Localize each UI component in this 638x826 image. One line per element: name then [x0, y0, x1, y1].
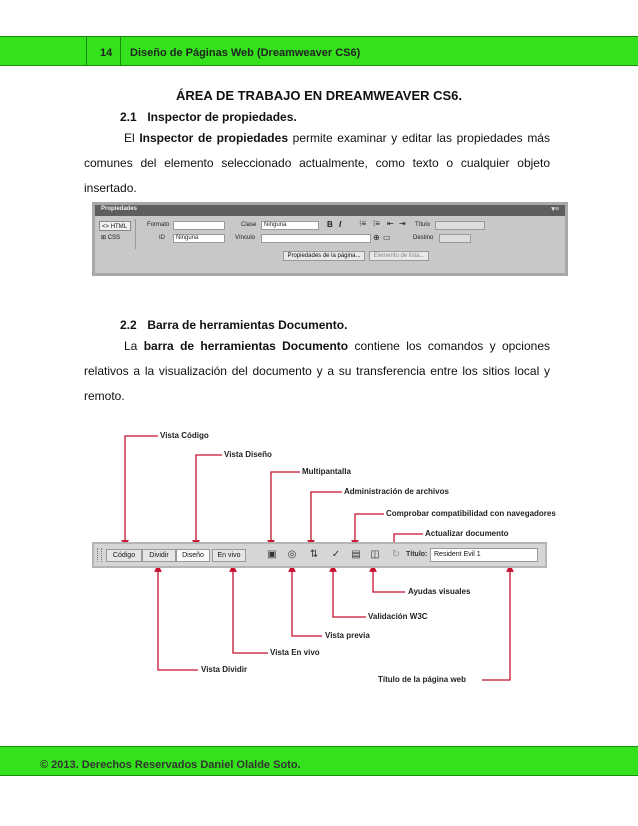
ordered-list-icon[interactable]: ⁞≡	[373, 219, 380, 228]
refresh-icon[interactable]: ↻	[391, 549, 401, 560]
italic-button[interactable]: I	[339, 220, 342, 229]
browser-compat-icon[interactable]: ▤	[351, 549, 361, 560]
formato-label: Formato	[147, 222, 170, 228]
section-paragraph-2-2: La barra de herramientas Documento contiene los comandos y opciones relativos a la visualización del documento y a su transferencia entre los sitios local y remoto.	[84, 339, 550, 403]
callout-vista-diseno: Vista Diseño	[224, 450, 272, 459]
clase-label: Clase	[241, 222, 257, 228]
page-number: 14	[100, 47, 113, 59]
footer-copyright: © 2013. Derechos Reservados Daniel Olalde Soto.	[40, 759, 301, 771]
unordered-list-icon[interactable]: ⁝≡	[359, 219, 367, 228]
clase-select[interactable]: Ninguna	[261, 221, 319, 230]
titulo-label: Título:	[406, 551, 428, 558]
id-select[interactable]: Ninguna	[173, 234, 225, 243]
callout-titulo-pagina: Título de la página web	[378, 675, 467, 684]
callout-actualizar: Actualizar documento	[425, 529, 509, 538]
outdent-icon[interactable]: ⇤	[387, 219, 394, 228]
id-label: ID	[159, 235, 165, 241]
dividir-button[interactable]: Dividir	[142, 549, 176, 562]
document-toolbar-screenshot	[92, 542, 547, 568]
w3c-validation-icon[interactable]: ✓	[331, 549, 341, 560]
bold-button[interactable]: B	[327, 220, 333, 229]
diseno-button[interactable]: Diseño	[176, 549, 210, 562]
browse-folder-icon[interactable]: ▭	[383, 233, 391, 242]
en-vivo-button[interactable]: En vivo	[212, 549, 246, 562]
section-paragraph-2-1: El Inspector de propiedades permite examinar y editar las propiedades más comunes del elemento seleccionado actualmente, como texto o cualquier objeto insertado.	[84, 131, 550, 195]
arrow-vista-dividir	[158, 568, 198, 670]
arrow-vista-en-vivo	[233, 568, 268, 653]
section-number: 2.1	[120, 110, 137, 124]
callout-comprobar: Comprobar compatibilidad con navegadores	[386, 509, 556, 518]
arrow-vista-diseno	[196, 455, 222, 544]
footer-bar	[0, 746, 638, 776]
page-title: ÁREA DE TRABAJO EN DREAMWEAVER CS6.	[175, 88, 463, 103]
arrow-vista-previa	[292, 568, 322, 636]
multiscreen-icon[interactable]: ▣	[267, 549, 277, 560]
arrow-multipantalla	[271, 472, 300, 544]
arrow-ayudas	[373, 568, 405, 592]
arrow-titulo	[482, 568, 510, 680]
panel-menu-icon: ▾≡	[551, 206, 559, 213]
visual-aids-icon[interactable]: ◫	[370, 549, 380, 560]
section-title: Inspector de propiedades.	[147, 110, 297, 124]
list-item-button[interactable]: Elemento de lista...	[369, 251, 429, 261]
html-tab[interactable]: <> HTML	[99, 221, 131, 231]
indent-icon[interactable]: ⇥	[399, 219, 406, 228]
callout-vista-en-vivo: Vista En vivo	[270, 648, 320, 657]
inspector-title: Propiedades	[101, 206, 138, 212]
callout-ayudas: Ayudas visuales	[408, 587, 471, 596]
grip-handle	[97, 548, 102, 562]
page-properties-button[interactable]: Propiedades de la página...	[283, 251, 365, 261]
arrow-validacion	[333, 568, 366, 617]
header-title: Diseño de Páginas Web (Dreamweaver CS6)	[130, 47, 361, 59]
codigo-button[interactable]: Código	[106, 549, 142, 562]
css-tab[interactable]: ⊞ CSS	[101, 235, 121, 241]
callout-vista-codigo: Vista Código	[160, 431, 209, 440]
vinculo-label: Vínculo	[235, 235, 256, 241]
arrow-comprobar	[355, 514, 384, 544]
titulo-label: Título	[415, 222, 431, 228]
arrow-administracion	[311, 492, 342, 544]
arrow-vista-codigo	[125, 436, 158, 544]
point-to-file-icon[interactable]: ⊕	[373, 233, 380, 242]
titulo-input[interactable]: Resident Evil 1	[430, 548, 538, 562]
callout-vista-previa: Vista previa	[325, 631, 370, 640]
callout-administracion: Administración de archivos	[344, 487, 449, 496]
section-number: 2.2	[120, 318, 137, 332]
callout-multipantalla: Multipantalla	[302, 467, 351, 476]
destino-label: Destino	[413, 235, 434, 241]
callout-validacion: Validación W3C	[368, 612, 428, 621]
section-title: Barra de herramientas Documento.	[147, 318, 348, 332]
preview-globe-icon[interactable]: ◎	[287, 549, 297, 560]
file-management-icon[interactable]: ⇅	[309, 549, 319, 560]
callout-vista-dividir: Vista Dividir	[201, 665, 248, 674]
